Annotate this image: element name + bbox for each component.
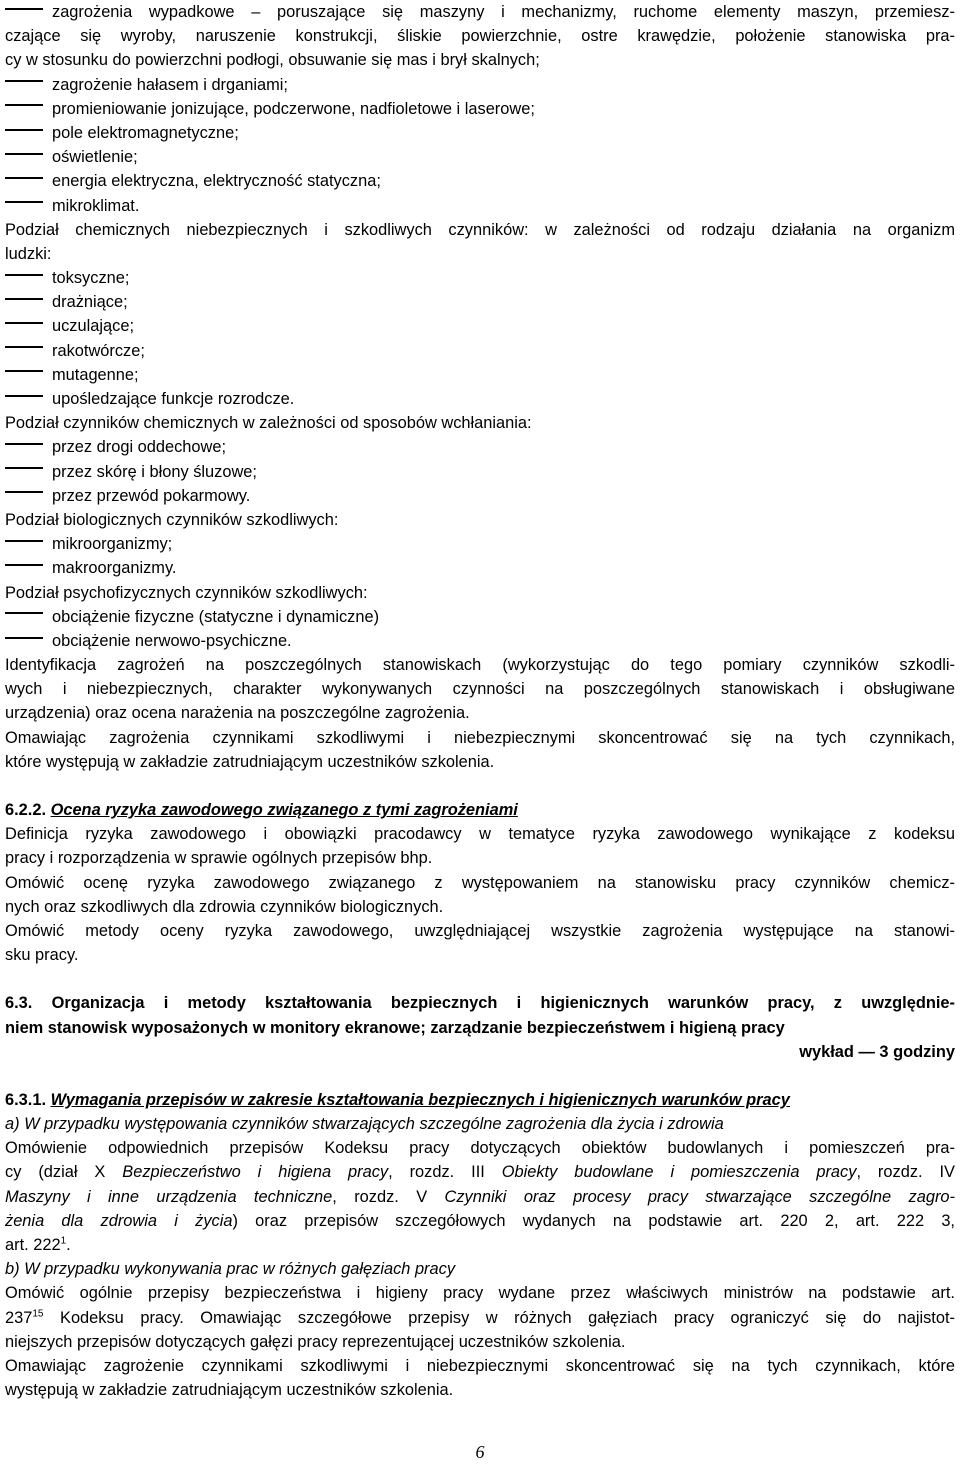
list-item-text: drażniące; bbox=[52, 293, 128, 312]
list-item-text: mikroklimat. bbox=[52, 196, 140, 215]
paragraph: Omówić ogólnie przepisy bezpieczeństwa i higieny pracy wydane przez właściwych ministrów na podstawie art. bbox=[5, 1284, 955, 1303]
dash-bullet bbox=[5, 104, 43, 106]
paragraph-cont bbox=[5, 1160, 955, 1184]
list-item-text: pole elektromagnetyczne; bbox=[52, 123, 239, 142]
list-item bbox=[5, 460, 955, 484]
dash-bullet bbox=[5, 540, 43, 542]
paragraph-absorption: Podział czynników chemicznych w zależności od sposobów wchłaniania: bbox=[5, 414, 532, 433]
text-run: , rozdz. IV bbox=[856, 1163, 955, 1182]
dash-bullet bbox=[5, 80, 43, 82]
text-run: żenia dla zdrowia i życia bbox=[5, 1211, 233, 1230]
text-run: Obiekty budowlane i pomieszczenia pracy bbox=[501, 1163, 857, 1182]
dash-bullet bbox=[5, 274, 43, 276]
list-item bbox=[5, 314, 955, 338]
dash-bullet bbox=[5, 467, 43, 469]
section-heading-622 bbox=[5, 798, 955, 822]
list-item bbox=[5, 145, 955, 169]
spacer bbox=[5, 774, 955, 798]
paragraph-identification-cont: urządzenia) oraz ocena narażenia na poszczególne zagrożenia. bbox=[5, 704, 470, 723]
dash-bullet bbox=[5, 395, 43, 397]
dash-bullet bbox=[5, 612, 43, 614]
page-number: 6 bbox=[475, 1442, 485, 1462]
dash-bullet bbox=[5, 370, 43, 372]
text-run: , rozdz. III bbox=[388, 1163, 502, 1182]
text-run: . bbox=[66, 1236, 71, 1254]
subsection-b: b) W przypadku wykonywania prac w różnych gałęziach pracy bbox=[5, 1260, 456, 1279]
list-item bbox=[5, 169, 955, 193]
superscript: 15 bbox=[32, 1308, 44, 1320]
section-number: 6.3.1. bbox=[5, 1090, 47, 1109]
list-item bbox=[5, 290, 955, 314]
paragraph: Omawiając zagrożenie czynnikami szkodliwymi i niebezpiecznymi skoncentrować się na tych czynnikach, które bbox=[5, 1356, 955, 1375]
paragraph: Omówić metody oceny ryzyka zawodowego, uwzględniającej wszystkie zagrożenia występujące na stanowi- bbox=[5, 921, 955, 940]
list-item-text: zagrożenie hałasem i drganiami; bbox=[52, 75, 288, 94]
list-item-text: toksyczne; bbox=[52, 269, 130, 288]
list-item-text: obciążenie fizyczne (statyczne i dynamiczne) bbox=[52, 607, 380, 626]
list-item-text: makroorganizmy. bbox=[52, 559, 177, 578]
lecture-hours: wykład — 3 godziny bbox=[799, 1042, 955, 1061]
text-run: Bezpieczeństwo i higiena pracy bbox=[122, 1163, 389, 1182]
text-run: cy (dział X bbox=[5, 1163, 123, 1182]
list-item bbox=[5, 121, 955, 145]
dash-bullet bbox=[5, 177, 43, 179]
paragraph-psychophysical: Podział psychofizycznych czynników szkodliwych: bbox=[5, 583, 368, 602]
paragraph-discussion-cont: które występują w zakładzie zatrudniającym uczestników szkolenia. bbox=[5, 752, 495, 771]
section-title: Ocena ryzyka zawodowego związanego z tymi zagrożeniami bbox=[50, 801, 518, 819]
section-title: Wymagania przepisów w zakresie kształtowania bezpiecznych i higienicznych warunków pracy bbox=[50, 1090, 790, 1109]
paragraph-cont: nych oraz szkodliwych dla zdrowia czynników biologicznych. bbox=[5, 897, 444, 916]
list-item bbox=[5, 266, 955, 290]
list-item-text: zagrożenia wypadkowe – poruszające się maszyny i mechanizmy, ruchome elementy maszyn, przemiesz- bbox=[52, 3, 955, 21]
text-run: Maszyny i inne urządzenia techniczne bbox=[5, 1187, 333, 1206]
list-item bbox=[5, 97, 955, 121]
list-item-text: mikroorganizmy; bbox=[52, 535, 173, 554]
list-item bbox=[5, 194, 955, 218]
dash-bullet bbox=[5, 346, 43, 348]
dash-bullet bbox=[5, 129, 43, 131]
list-item-text: promieniowanie jonizujące, podczerwone, nadfioletowe i laserowe; bbox=[52, 99, 535, 118]
paragraph-cont bbox=[5, 1233, 955, 1257]
list-item-text: energia elektryczna, elektryczność statyczna; bbox=[52, 172, 381, 191]
subsection-a: a) W przypadku występowania czynników stwarzających szczególne zagrożenia dla życia i zdrowia bbox=[5, 1115, 724, 1134]
list-item-text: przez drogi oddechowe; bbox=[52, 438, 227, 457]
paragraph: Omówienie odpowiednich przepisów Kodeksu pracy dotyczących obiektów budowlanych i pomieszczeń pra- bbox=[5, 1139, 955, 1158]
dash-bullet bbox=[5, 637, 43, 639]
list-item bbox=[5, 556, 955, 580]
paragraph-biological: Podział biologicznych czynników szkodliwych: bbox=[5, 510, 339, 529]
list-item bbox=[5, 387, 955, 411]
list-item-text: przez skórę i błony śluzowe; bbox=[52, 462, 257, 481]
dash-bullet bbox=[5, 491, 43, 493]
dash-bullet bbox=[5, 564, 43, 566]
text-run: art. 222 bbox=[5, 1236, 61, 1254]
list-item-text: obciążenie nerwowo-psychiczne. bbox=[52, 631, 292, 650]
paragraph-chemical-cont: ludzki: bbox=[5, 244, 52, 263]
dash-bullet bbox=[5, 153, 43, 155]
list-item bbox=[5, 532, 955, 556]
section-number: 6.2.2. bbox=[5, 801, 47, 819]
paragraph-cont bbox=[5, 1185, 955, 1209]
text-run: 237 bbox=[5, 1308, 33, 1327]
list-item-text: oświetlenie; bbox=[52, 148, 138, 167]
paragraph-identification-cont: wych i niebezpiecznych, charakter wykonywanych czynności na poszczególnych stanowiskach i obsługiwane bbox=[5, 680, 955, 699]
list-item-text: uczulające; bbox=[52, 317, 135, 336]
spacer bbox=[5, 1064, 955, 1088]
list-item bbox=[5, 435, 955, 459]
list-item-text: rakotwórcze; bbox=[52, 341, 145, 360]
paragraph-discussion: Omawiając zagrożenia czynnikami szkodliwymi i niebezpiecznymi skoncentrować się na tych czynnikach, bbox=[5, 728, 955, 747]
dash-bullet bbox=[5, 8, 43, 10]
dash-bullet bbox=[5, 201, 43, 203]
list-item bbox=[5, 605, 955, 629]
section-heading-631 bbox=[5, 1088, 955, 1112]
text-run: Kodeksu pracy. Omawiając szczegółowe przepisy w różnych gałęziach pracy ograniczyć się do najistot- bbox=[43, 1308, 955, 1327]
paragraph-chemical: Podział chemicznych niebezpiecznych i szkodliwych czynników: w zależności od rodzaju działania na organizm bbox=[5, 220, 955, 239]
list-item bbox=[5, 484, 955, 508]
paragraph: Definicja ryzyka zawodowego i obowiązki pracodawcy w tematyce ryzyka zawodowego wynikające z kodeksu bbox=[5, 825, 955, 844]
paragraph-cont: występują w zakładzie zatrudniającym uczestników szkolenia. bbox=[5, 1381, 454, 1400]
dash-bullet bbox=[5, 443, 43, 445]
list-item bbox=[5, 629, 955, 653]
list-item bbox=[5, 363, 955, 387]
paragraph-cont bbox=[5, 1306, 955, 1330]
list-item bbox=[5, 339, 955, 363]
paragraph-cont bbox=[5, 1209, 955, 1233]
document-page bbox=[5, 0, 955, 1402]
paragraph-cont: pracy i rozporządzenia w sprawie ogólnych przepisów bhp. bbox=[5, 849, 433, 868]
section-heading-63: 6.3. Organizacja i metody kształtowania bezpiecznych i higienicznych warunków pracy, z uwzględnie- bbox=[5, 994, 955, 1013]
paragraph-cont: niejszych przepisów dotyczących gałęzi pracy reprezentującej uczestników szkolenia. bbox=[5, 1332, 626, 1351]
superscript: 1 bbox=[60, 1235, 67, 1247]
list-item-text: przez przewód pokarmowy. bbox=[52, 486, 251, 505]
spacer bbox=[5, 967, 955, 991]
list-item bbox=[5, 73, 955, 97]
dash-bullet bbox=[5, 322, 43, 324]
text-run: , rozdz. V bbox=[332, 1187, 445, 1206]
text-run: ) oraz przepisów szczegółowych wydanych na podstawie art. 220 2, art. 222 3, bbox=[232, 1211, 955, 1230]
list-item-continuation: cy w stosunku do powierzchni podłogi, obsuwanie się mas i brył skalnych; bbox=[5, 51, 540, 70]
list-item-text: upośledzające funkcje rozrodcze. bbox=[52, 390, 295, 408]
dash-bullet bbox=[5, 298, 43, 300]
list-item-text: mutagenne; bbox=[52, 365, 139, 384]
list-item bbox=[5, 0, 955, 24]
text-run: Czynniki oraz procesy pracy stwarzające szczególne zagro- bbox=[444, 1187, 955, 1206]
section-heading-63-cont: niem stanowisk wyposażonych w monitory ekranowe; zarządzanie bezpieczeństwem i higieną pracy bbox=[5, 1018, 785, 1037]
paragraph-cont: sku pracy. bbox=[5, 946, 79, 965]
paragraph: Omówić ocenę ryzyka zawodowego związanego z występowaniem na stanowisku pracy czynników chemicz- bbox=[5, 873, 955, 892]
list-item-continuation: czające się wyroby, naruszenie konstrukcji, śliskie powierzchnie, ostre krawędzie, położenie stanowiska pra- bbox=[5, 27, 955, 46]
paragraph-identification: Identyfikacja zagrożeń na poszczególnych stanowiskach (wykorzystując do tego pomiary czynników szkodli- bbox=[5, 656, 955, 675]
